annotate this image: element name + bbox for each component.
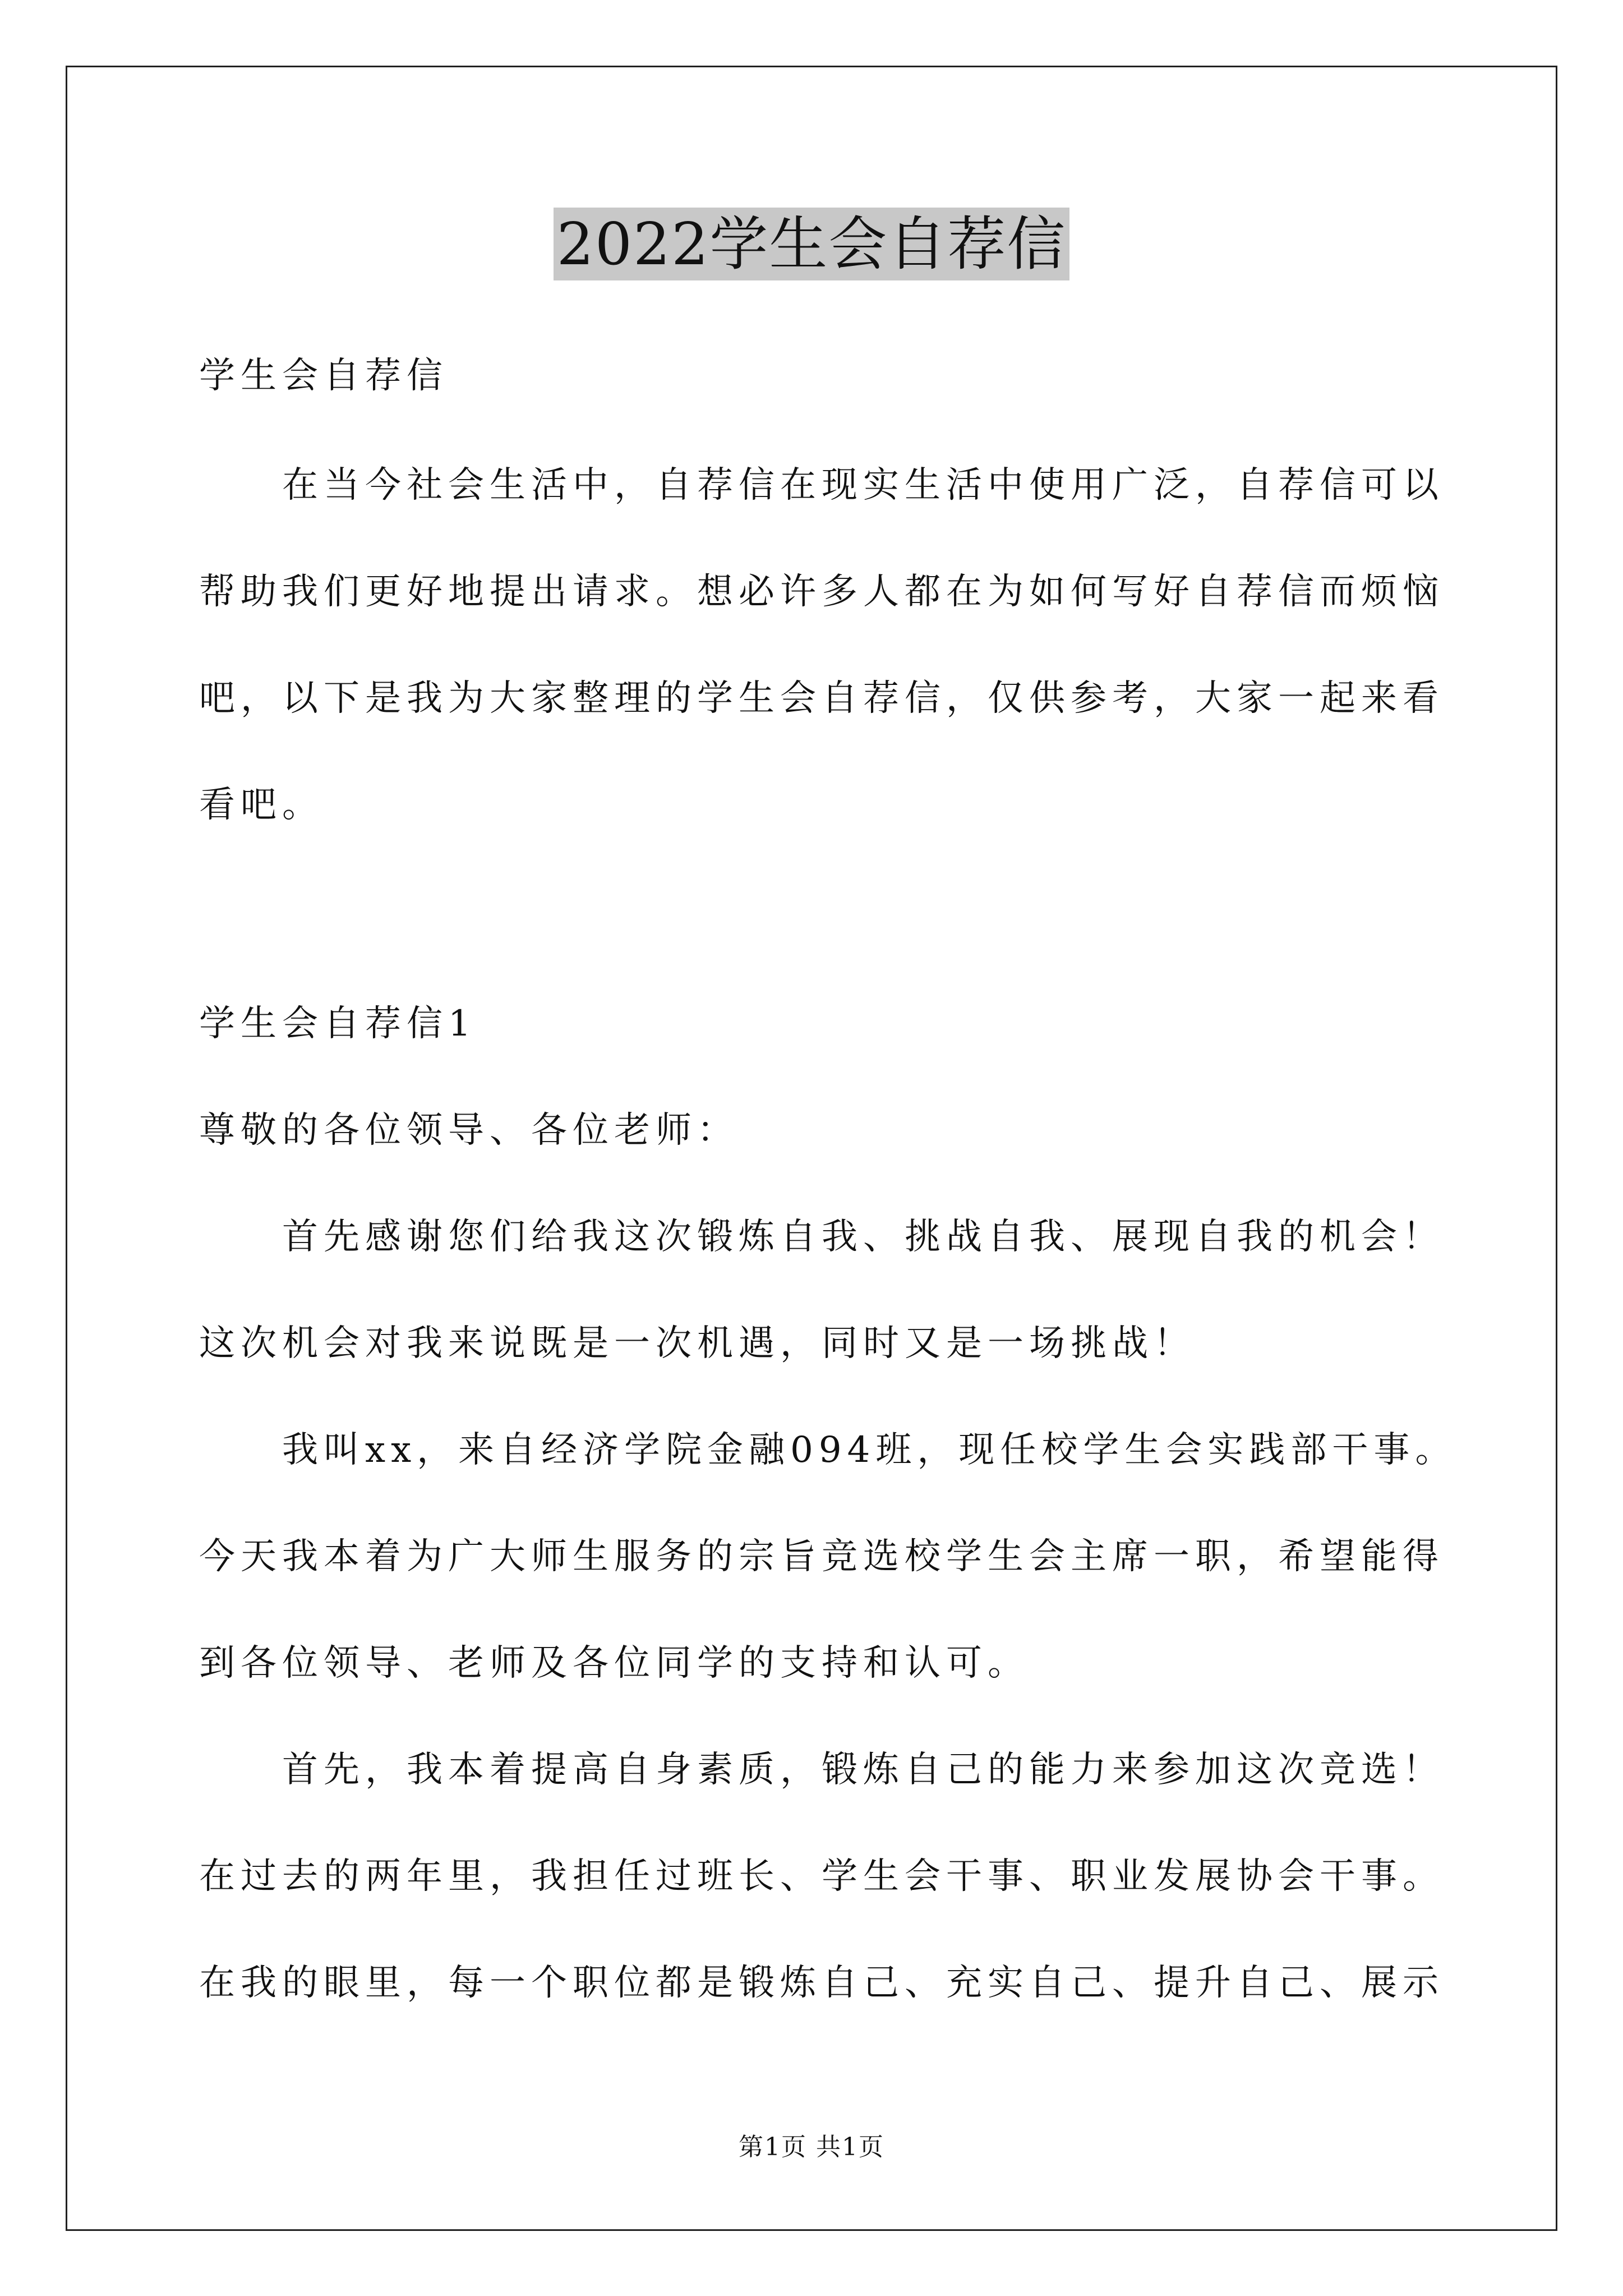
paragraph-line: 看吧。 xyxy=(199,784,324,826)
paragraph-line: 到各位领导、老师及各位同学的支持和认可。 xyxy=(199,1642,1029,1684)
paragraph-line: 帮助我们更好地提出请求。想必许多人都在为如何写好自荐信而烦恼 xyxy=(199,571,1444,613)
section-heading: 学生会自荐信 xyxy=(199,355,448,397)
paragraph-line: 我叫xx，来自经济学院金融094班，现任校学生会实践部干事。 xyxy=(282,1429,1457,1471)
page-footer: 第1页 共1页 xyxy=(739,2133,884,2161)
paragraph-line: 在过去的两年里，我担任过班长、学生会干事、职业发展协会干事。 xyxy=(199,1856,1444,1897)
paragraph-line: 首先感谢您们给我这次锻炼自我、挑战自我、展现自我的机会！ xyxy=(282,1216,1444,1258)
paragraph-line: 首先，我本着提高自身素质，锻炼自己的能力来参加这次竞选！ xyxy=(282,1749,1444,1791)
salutation: 尊敬的各位领导、各位老师： xyxy=(199,1110,739,1151)
paragraph-line: 今天我本着为广大师生服务的宗旨竞选校学生会主席一职，希望能得 xyxy=(199,1536,1444,1577)
paragraph-line: 在当今社会生活中，自荐信在现实生活中使用广泛，自荐信可以 xyxy=(282,464,1444,506)
paragraph-line: 吧，以下是我为大家整理的学生会自荐信，仅供参考，大家一起来看 xyxy=(199,678,1444,719)
document-title: 2022学生会自荐信 xyxy=(554,208,1070,280)
paragraph-line: 这次机会对我来说既是一次机遇，同时又是一场挑战！ xyxy=(199,1323,1195,1364)
paragraph-line: 在我的眼里，每一个职位都是锻炼自己、充实自己、提升自己、展示 xyxy=(199,1962,1444,2004)
section-heading: 学生会自荐信1 xyxy=(199,1003,477,1045)
title-container xyxy=(0,208,1623,280)
